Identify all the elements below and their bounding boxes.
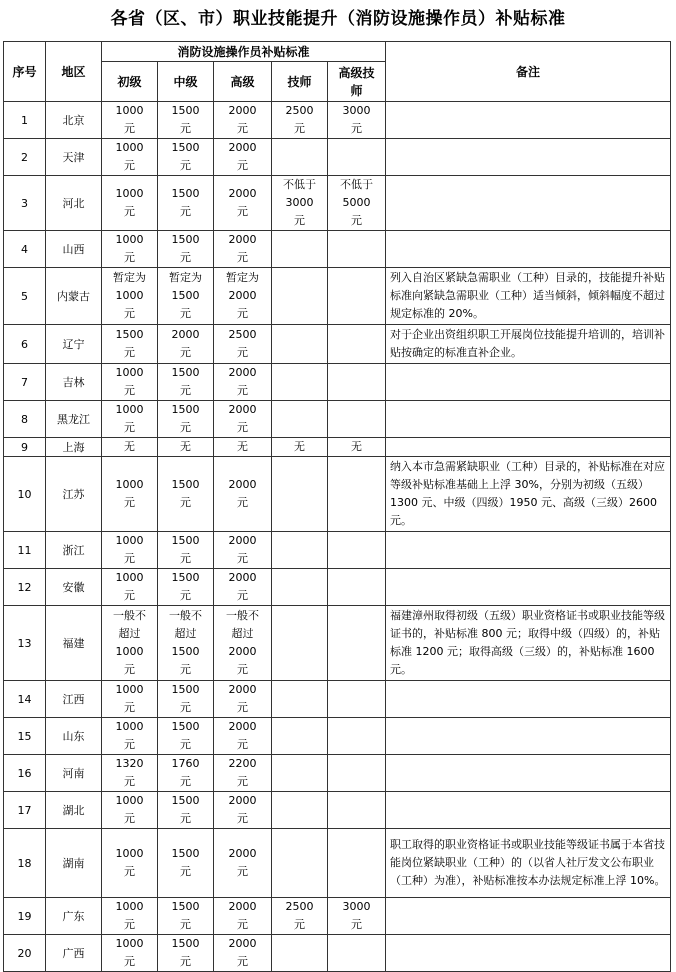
cell-level-3: 2000 元 (214, 102, 272, 139)
cell-seq: 19 (4, 898, 46, 935)
cell-region: 江西 (46, 681, 102, 718)
cell-note (386, 176, 671, 231)
table-row (4, 364, 671, 401)
cell-level-5 (328, 606, 386, 681)
cell-note: 列入自治区紧缺急需职业（工种）目录的，技能提升补贴标准向紧缺急需职业（工种）适当倾斜，倾斜幅度不超过规定标准的 20%。 (386, 268, 671, 325)
cell-region: 山东 (46, 718, 102, 755)
cell-level-1: 1000 元 (102, 457, 158, 532)
cell-note (386, 532, 671, 569)
header-level-2: 中级 (158, 62, 214, 102)
header-group: 消防设施操作员补贴标准 (102, 42, 386, 62)
table-row (4, 139, 671, 176)
cell-level-4 (272, 829, 328, 898)
table-row (4, 606, 671, 681)
cell-seq: 3 (4, 176, 46, 231)
table-row (4, 457, 671, 532)
cell-level-2: 1500 元 (158, 176, 214, 231)
header-note: 备注 (386, 42, 671, 102)
cell-level-2: 1500 元 (158, 139, 214, 176)
cell-region: 福建 (46, 606, 102, 681)
cell-level-3: 2000 元 (214, 935, 272, 972)
cell-region: 黑龙江 (46, 401, 102, 438)
cell-level-3: 2000 元 (214, 139, 272, 176)
header-level-5: 高级技师 (328, 62, 386, 102)
cell-region: 内蒙古 (46, 268, 102, 325)
cell-seq: 11 (4, 532, 46, 569)
cell-level-2: 1500 元 (158, 401, 214, 438)
cell-level-1: 1000 元 (102, 102, 158, 139)
table-row (4, 829, 671, 898)
cell-level-5 (328, 935, 386, 972)
cell-level-2: 1760 元 (158, 755, 214, 792)
cell-note: 职工取得的职业资格证书或职业技能等级证书属于本省技能岗位紧缺职业（工种）的（以省人社厅发文公布职业（工种）为准），补贴标准按本办法规定标准上浮 10%。 (386, 829, 671, 898)
table-row (4, 718, 671, 755)
cell-seq: 8 (4, 401, 46, 438)
cell-level-2: 1500 元 (158, 102, 214, 139)
cell-level-4 (272, 401, 328, 438)
cell-level-4 (272, 718, 328, 755)
cell-level-3: 暂定为 2000 元 (214, 268, 272, 325)
cell-level-4: 2500 元 (272, 102, 328, 139)
cell-level-4: 2500 元 (272, 898, 328, 935)
cell-seq: 2 (4, 139, 46, 176)
cell-level-2: 无 (158, 438, 214, 457)
cell-level-4 (272, 268, 328, 325)
cell-level-5 (328, 457, 386, 532)
cell-level-5 (328, 718, 386, 755)
cell-level-5: 3000 元 (328, 898, 386, 935)
cell-level-1: 1000 元 (102, 569, 158, 606)
cell-note (386, 364, 671, 401)
cell-level-2: 1500 元 (158, 935, 214, 972)
table-body (4, 102, 671, 972)
cell-note: 福建漳州取得初级（五级）职业资格证书或职业技能等级证书的，补贴标准 800 元；取得中级（四级）的，补贴标准 1200 元；取得高级（三级）的，补贴标准 1600 元。 (386, 606, 671, 681)
cell-region: 湖南 (46, 829, 102, 898)
cell-level-3: 一般不超过 2000 元 (214, 606, 272, 681)
cell-level-4 (272, 231, 328, 268)
cell-region: 上海 (46, 438, 102, 457)
cell-level-2: 1500 元 (158, 532, 214, 569)
cell-level-3: 2000 元 (214, 569, 272, 606)
table-row (4, 532, 671, 569)
cell-level-1: 1000 元 (102, 176, 158, 231)
header-level-3: 高级 (214, 62, 272, 102)
cell-level-5 (328, 401, 386, 438)
cell-level-2: 1500 元 (158, 829, 214, 898)
cell-level-5 (328, 829, 386, 898)
cell-seq: 1 (4, 102, 46, 139)
cell-level-2: 1500 元 (158, 231, 214, 268)
cell-note (386, 231, 671, 268)
cell-level-4 (272, 755, 328, 792)
cell-level-5 (328, 792, 386, 829)
cell-level-5 (328, 231, 386, 268)
cell-seq: 7 (4, 364, 46, 401)
cell-seq: 16 (4, 755, 46, 792)
cell-level-3: 2000 元 (214, 532, 272, 569)
cell-level-4 (272, 681, 328, 718)
cell-level-4: 不低于 3000 元 (272, 176, 328, 231)
cell-level-4 (272, 532, 328, 569)
cell-level-5 (328, 569, 386, 606)
cell-seq: 15 (4, 718, 46, 755)
cell-region: 浙江 (46, 532, 102, 569)
cell-level-1: 1000 元 (102, 139, 158, 176)
cell-level-5: 3000 元 (328, 102, 386, 139)
header-seq: 序号 (4, 42, 46, 102)
cell-level-3: 2000 元 (214, 898, 272, 935)
cell-seq: 18 (4, 829, 46, 898)
cell-level-1: 一般不超过 1000 元 (102, 606, 158, 681)
cell-region: 山西 (46, 231, 102, 268)
cell-level-1: 1000 元 (102, 829, 158, 898)
cell-level-1: 1000 元 (102, 718, 158, 755)
cell-region: 河南 (46, 755, 102, 792)
cell-region: 安徽 (46, 569, 102, 606)
cell-level-2: 一般不超过 1500 元 (158, 606, 214, 681)
cell-note (386, 898, 671, 935)
cell-seq: 5 (4, 268, 46, 325)
cell-region: 广西 (46, 935, 102, 972)
cell-seq: 9 (4, 438, 46, 457)
cell-level-1: 1000 元 (102, 401, 158, 438)
cell-region: 辽宁 (46, 325, 102, 364)
cell-level-3: 2000 元 (214, 829, 272, 898)
cell-level-1: 1000 元 (102, 532, 158, 569)
cell-level-2: 1500 元 (158, 457, 214, 532)
table-row (4, 935, 671, 972)
cell-region: 江苏 (46, 457, 102, 532)
cell-level-5 (328, 532, 386, 569)
cell-level-3: 2000 元 (214, 401, 272, 438)
cell-level-4 (272, 139, 328, 176)
cell-note (386, 102, 671, 139)
cell-level-2: 1500 元 (158, 569, 214, 606)
cell-note (386, 139, 671, 176)
table-row (4, 755, 671, 792)
header-region: 地区 (46, 42, 102, 102)
cell-level-4 (272, 457, 328, 532)
cell-level-4 (272, 606, 328, 681)
cell-level-5 (328, 755, 386, 792)
table-row (4, 681, 671, 718)
cell-level-4 (272, 364, 328, 401)
cell-note (386, 569, 671, 606)
table-row (4, 898, 671, 935)
header-level-4: 技师 (272, 62, 328, 102)
cell-level-4 (272, 325, 328, 364)
cell-region: 北京 (46, 102, 102, 139)
cell-seq: 17 (4, 792, 46, 829)
cell-note: 对于企业出资组织职工开展岗位技能提升培训的，培训补贴按确定的标准直补企业。 (386, 325, 671, 364)
table-row (4, 569, 671, 606)
table-row (4, 792, 671, 829)
cell-level-3: 2000 元 (214, 792, 272, 829)
cell-region: 湖北 (46, 792, 102, 829)
subsidy-table (3, 41, 671, 972)
cell-note (386, 681, 671, 718)
cell-seq: 6 (4, 325, 46, 364)
cell-level-1: 1000 元 (102, 364, 158, 401)
cell-level-5 (328, 364, 386, 401)
table-row (4, 438, 671, 457)
cell-level-1: 1000 元 (102, 681, 158, 718)
cell-seq: 10 (4, 457, 46, 532)
cell-note (386, 935, 671, 972)
cell-level-1: 1000 元 (102, 935, 158, 972)
cell-level-1: 无 (102, 438, 158, 457)
header-level-1: 初级 (102, 62, 158, 102)
cell-level-5 (328, 139, 386, 176)
cell-region: 吉林 (46, 364, 102, 401)
cell-level-3: 2000 元 (214, 457, 272, 532)
cell-level-3: 2000 元 (214, 364, 272, 401)
cell-level-5 (328, 325, 386, 364)
cell-note (386, 401, 671, 438)
cell-level-3: 无 (214, 438, 272, 457)
cell-level-1: 1000 元 (102, 792, 158, 829)
cell-level-3: 2200 元 (214, 755, 272, 792)
cell-seq: 14 (4, 681, 46, 718)
cell-level-4 (272, 792, 328, 829)
cell-note (386, 438, 671, 457)
table-row (4, 176, 671, 231)
cell-level-5 (328, 681, 386, 718)
cell-region: 广东 (46, 898, 102, 935)
cell-region: 河北 (46, 176, 102, 231)
cell-level-3: 2000 元 (214, 231, 272, 268)
cell-level-2: 1500 元 (158, 792, 214, 829)
cell-level-2: 2000 元 (158, 325, 214, 364)
cell-level-2: 暂定为 1500 元 (158, 268, 214, 325)
cell-level-2: 1500 元 (158, 898, 214, 935)
cell-level-1: 暂定为 1000 元 (102, 268, 158, 325)
table-row (4, 231, 671, 268)
cell-level-4 (272, 935, 328, 972)
cell-level-1: 1000 元 (102, 898, 158, 935)
cell-note: 纳入本市急需紧缺职业（工种）目录的，补贴标准在对应等级补贴标准基础上上浮 30%，分别为初级（五级）1300 元、中级（四级）1950 元、高级（三级）2600 元。 (386, 457, 671, 532)
cell-level-2: 1500 元 (158, 681, 214, 718)
cell-seq: 4 (4, 231, 46, 268)
cell-level-4 (272, 569, 328, 606)
cell-seq: 13 (4, 606, 46, 681)
cell-level-1: 1000 元 (102, 231, 158, 268)
cell-level-5: 无 (328, 438, 386, 457)
cell-note (386, 792, 671, 829)
cell-level-5 (328, 268, 386, 325)
cell-seq: 12 (4, 569, 46, 606)
cell-level-2: 1500 元 (158, 718, 214, 755)
cell-level-3: 2000 元 (214, 718, 272, 755)
cell-level-2: 1500 元 (158, 364, 214, 401)
document-title: 各省（区、市）职业技能提升（消防设施操作员）补贴标准 (110, 9, 566, 29)
cell-note (386, 718, 671, 755)
table-row (4, 102, 671, 139)
cell-level-3: 2000 元 (214, 176, 272, 231)
cell-level-3: 2000 元 (214, 681, 272, 718)
table-row (4, 268, 671, 325)
cell-level-1: 1320 元 (102, 755, 158, 792)
cell-region: 天津 (46, 139, 102, 176)
table-row (4, 325, 671, 364)
cell-level-5: 不低于 5000 元 (328, 176, 386, 231)
table-row (4, 401, 671, 438)
cell-level-1: 1500 元 (102, 325, 158, 364)
cell-level-3: 2500 元 (214, 325, 272, 364)
cell-note (386, 755, 671, 792)
cell-seq: 20 (4, 935, 46, 972)
cell-level-4: 无 (272, 438, 328, 457)
